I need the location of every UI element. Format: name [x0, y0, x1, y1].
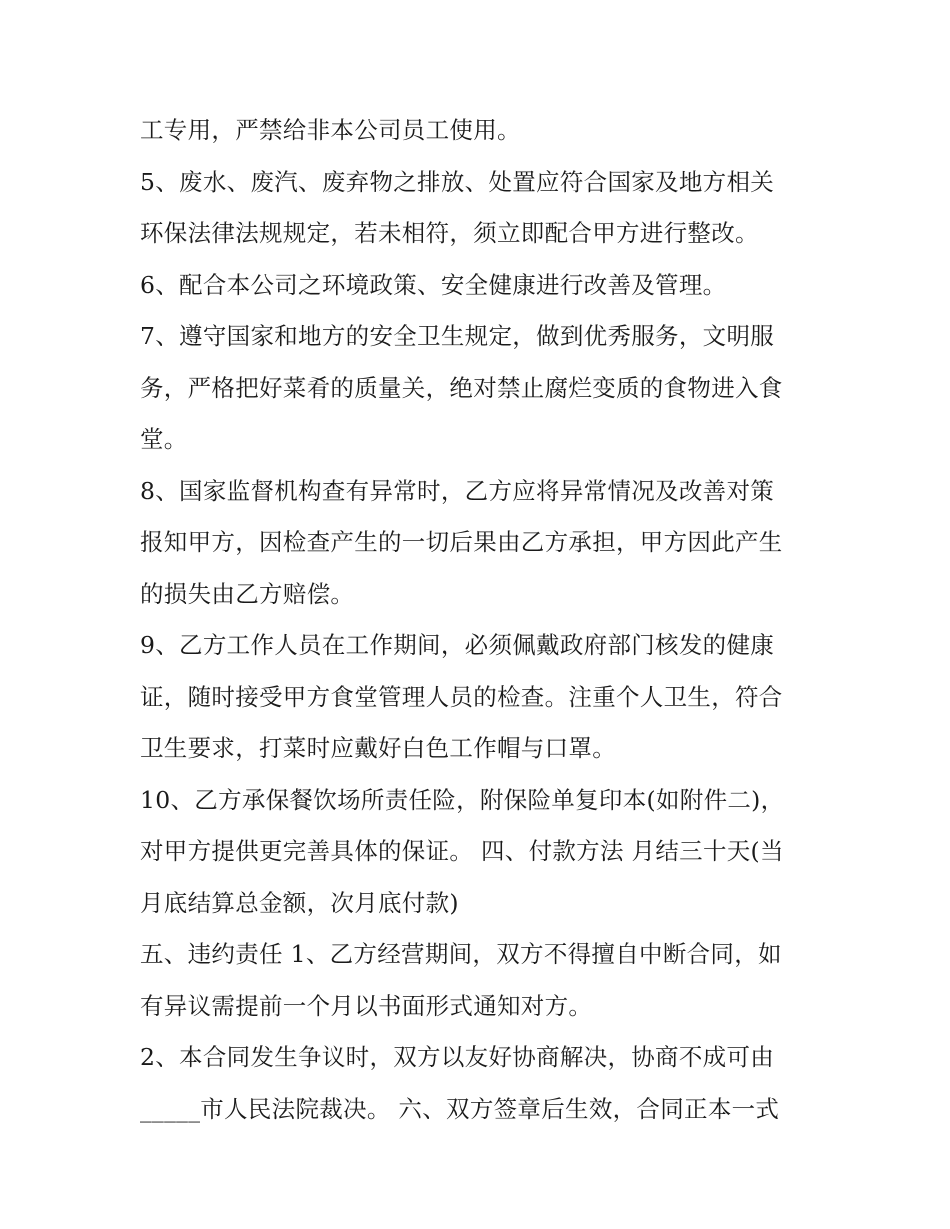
text-line: 7、遵守国家和地方的安全卫生规定，做到优秀服务，文明服: [140, 322, 775, 350]
text-line: 环保法律法规规定，若未相符，须立即配合甲方进行整改。: [140, 219, 759, 247]
text-line: 务，严格把好菜肴的质量关，绝对禁止腐烂变质的食物进入食: [140, 373, 783, 402]
text-line: 10、乙方承保餐饮场所责任险，附保险单复印本(如附件二)，: [140, 785, 785, 814]
text-line: 五、违约责任 1、乙方经营期间，双方不得擅自中断合同，如: [140, 940, 782, 968]
text-line: 报知甲方，因检查产生的一切后果由乙方承担，甲方因此产生: [140, 528, 783, 556]
text-line: 卫生要求，打菜时应戴好白色工作帽与口罩。: [140, 734, 616, 762]
text-line: 对甲方提供更完善具体的保证。 四、付款方法 月结三十天(当: [140, 837, 784, 865]
document-body: [140, 110, 820, 1140]
text-line: 9、乙方工作人员在工作期间，必须佩戴政府部门核发的健康: [140, 631, 775, 659]
text-line: 6、配合本公司之环境政策、安全健康进行改善及管理。: [140, 270, 727, 299]
text-line: 堂。: [140, 425, 188, 453]
text-line: 5、废水、废汽、废弃物之排放、处置应符合国家及地方相关: [140, 167, 775, 196]
text-line: _____市人民法院裁决。 六、双方签章后生效，合同正本一式: [140, 1094, 780, 1123]
text-line: 证，随时接受甲方食堂管理人员的检查。注重个人卫生，符合: [140, 682, 783, 711]
text-line: 2、本合同发生争议时，双方以友好协商解决，协商不成可由: [140, 1043, 775, 1071]
text-line: 有异议需提前一个月以书面形式通知对方。: [140, 991, 593, 1020]
text-line: 8、国家监督机构查有异常时，乙方应将异常情况及改善对策: [140, 476, 775, 505]
text-line: 月底结算总金额，次月底付款): [140, 888, 459, 917]
text-line: 工专用，严禁给非本公司员工使用。: [140, 116, 521, 144]
text-line: 的损失由乙方赔偿。: [140, 579, 355, 608]
